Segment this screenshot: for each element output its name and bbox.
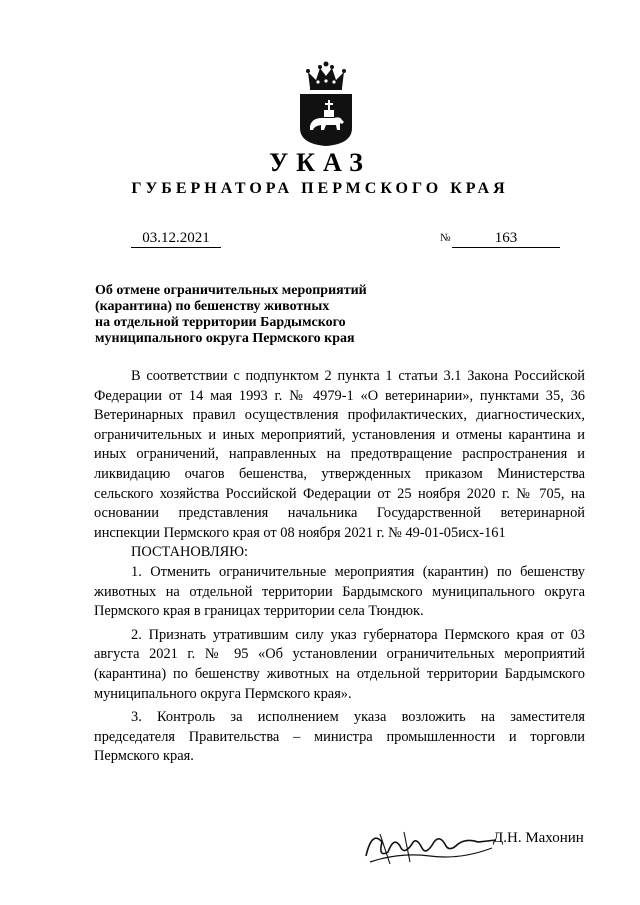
paragraph-item-3: 3. Контроль за исполнением указа возложить на заместителя председателя Правительства – министра промышленности и торговли Пермского края. bbox=[94, 709, 585, 765]
document-title: УКАЗ bbox=[269, 148, 371, 177]
signature-icon bbox=[360, 822, 500, 870]
document-subtitle: ГУБЕРНАТОРА ПЕРМСКОГО КРАЯ bbox=[131, 180, 509, 197]
document-heading bbox=[95, 283, 415, 347]
heading-line: на отдельной территории Бардымского bbox=[95, 315, 346, 330]
heading-line: Об отмене ограничительных мероприятий bbox=[95, 283, 367, 298]
heading-line: муниципального округа Пермского края bbox=[95, 331, 355, 346]
document-body bbox=[94, 367, 585, 767]
paragraph-item-1: 1. Отменить ограничительные мероприятия (карантин) по бешенству животных на отдельной территории Бардымского муниципального округа Пермского края в границах территории села Тюндюк. bbox=[94, 563, 585, 620]
heading-line: (карантина) по бешенству животных bbox=[95, 299, 330, 314]
paragraph-item-2: 2. Признать утратившим силу указ губернатора Пермского края от 03 августа 2021 г. № 95 «Об установлении ограничительных мероприятий (карантина) по бешенству животных на отдельной территории Бардымского муниципального округа Пермского края». bbox=[94, 626, 585, 702]
document-number: 163 bbox=[452, 229, 560, 248]
document-date: 03.12.2021 bbox=[131, 229, 221, 248]
signer-name: Д.Н. Махонин bbox=[493, 830, 584, 846]
paragraph-decree: ПОСТАНОВЛЯЮ: bbox=[131, 544, 249, 561]
document-number-label: № bbox=[440, 232, 451, 244]
paragraph-preamble: В соответствии с подпунктом 2 пункта 1 статьи 3.1 Закона Российской Федерации от 14 мая 1993 г. № 4979-1 «О ветеринарии», пунктами 35, 36 Ветеринарных правил осуществления профилактических, диагностических, ограничительных и иных мероприятий, установления и отмены карантина и иных ограничений, направленных на предотвращение распространения и ликвидацию очагов бешенства, утвержденных приказом Министерства сельского хозяйства Российской Федерации от 25 ноября 2020 г. № 705, на основании представления начальника Государственной ветеринарной инспекции Пермского края от 08 ноября 2021 г. № 49-01-05исх-161 bbox=[94, 368, 585, 541]
perm-krai-coat-of-arms-icon bbox=[296, 60, 356, 146]
